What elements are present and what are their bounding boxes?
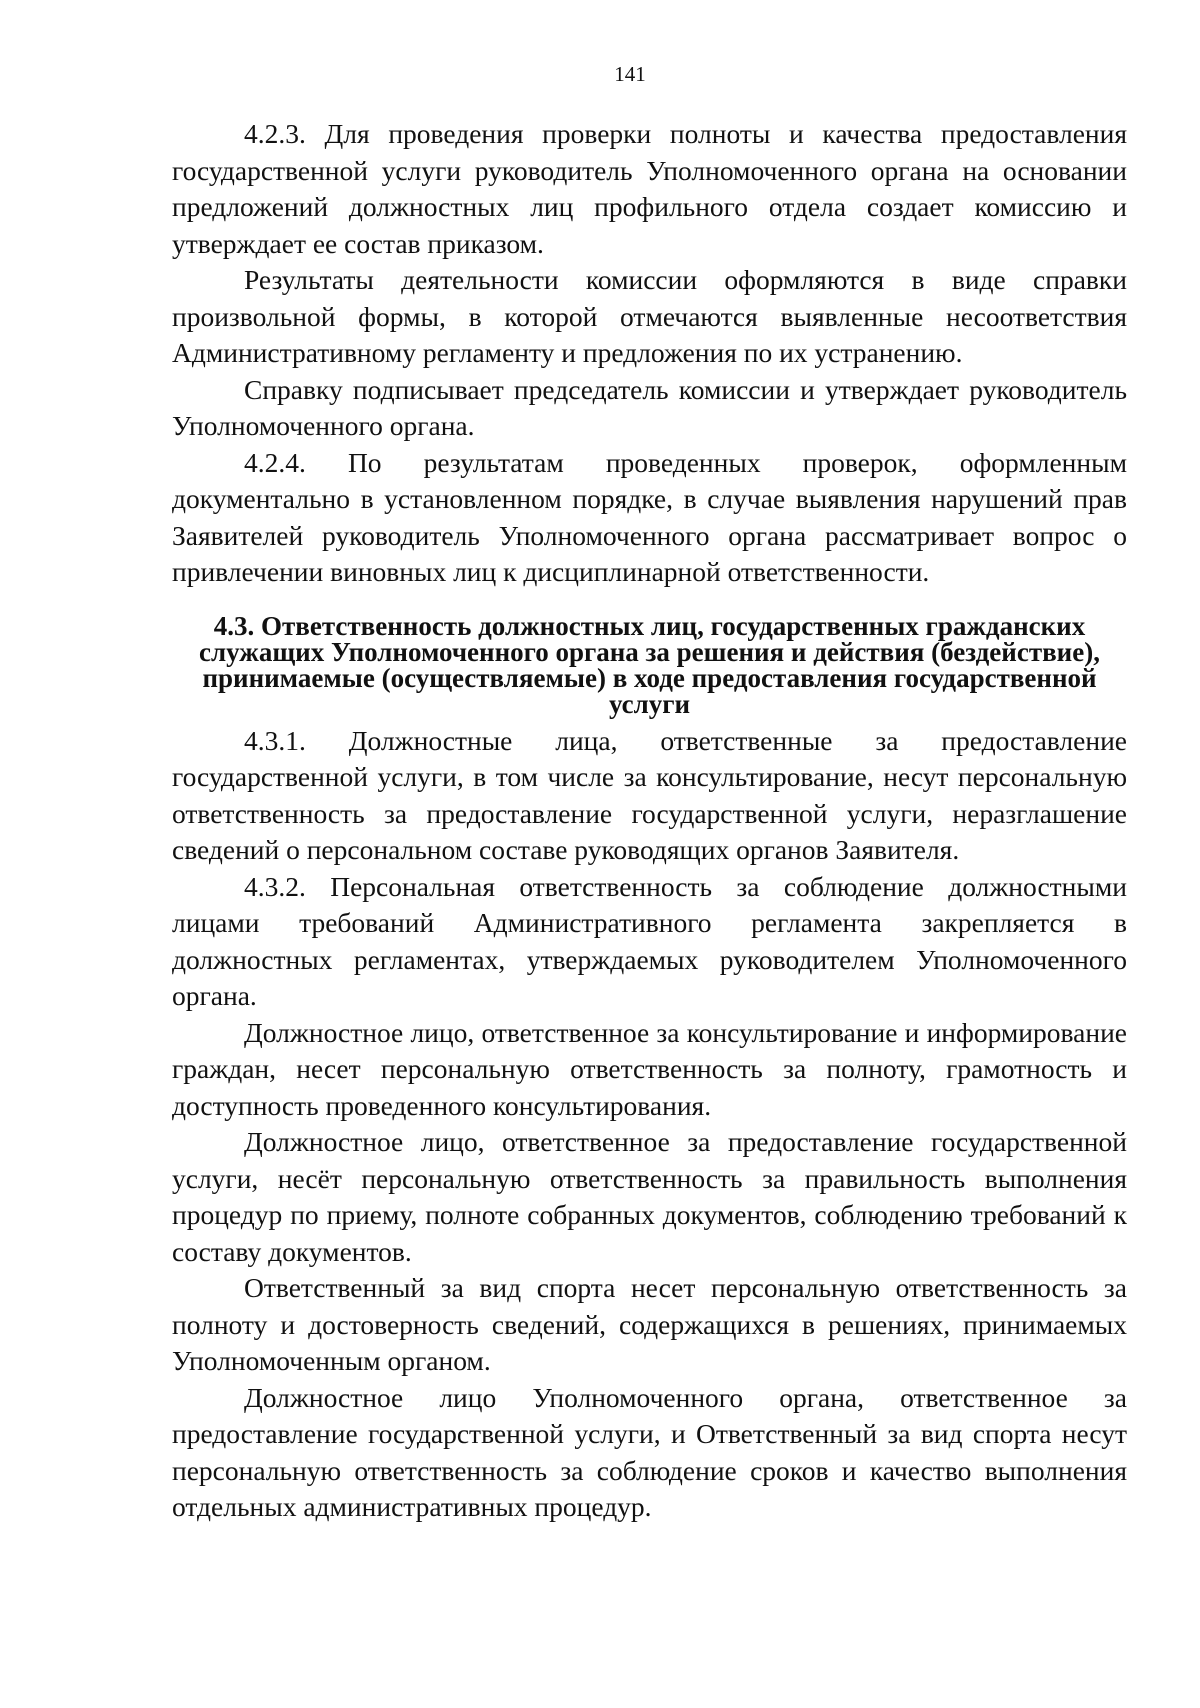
page-number: 141 [614,62,646,86]
paragraph-sport-responsible: Ответственный за вид спорта несет персональную ответственность за полноту и достоверность сведений, содержащихся в решениях, принимаемых Уполномоченным органом. [172,1272,1127,1376]
paragraph-reference-signing: Справку подписывает председатель комиссии и утверждает руководитель Уполномоченного органа. [172,373,1127,441]
paragraph-consulting-official: Должностное лицо, ответственное за консультирование и информирование граждан, несет персональную ответственность за полноту, грамотность и доступность проведенного консультирования. [172,1016,1127,1121]
paragraph-deadlines-quality: Должностное лицо Уполномоченного органа, ответственное за предоставление государственной услуги, и Ответственный за вид спорта несут персональную ответственность за соблюдение сроков и качество выполнения отдельных административных процедур. [172,1381,1127,1522]
paragraph-service-official: Должностное лицо, ответственное за предоставление государственной услуги, несёт персональную ответственность за правильность выполнения процедур по приему, полноте собранных документов, соблюдению требований к составу документов. [172,1126,1127,1267]
paragraph-4-2-3: 4.2.3. Для проведения проверки полноты и качества предоставления государственной услуги руководитель Уполномоченного органа на основании предложений должностных лиц профильного отдела создает комиссию и утверждает ее состав приказом. [172,118,1127,259]
paragraph-commission-results: Результаты деятельности комиссии оформляются в виде справки произвольной формы, в которой отмечаются выявленные несоответствия Административному регламенту и предложения по их устранению. [172,264,1127,368]
document-body [172,116,1127,1526]
section-heading-4-3: 4.3. Ответственность должностных лиц, государственных гражданских служащих Уполномоченного органа за решения и действия (бездействие), принимаемые (осуществляемые) в ходе предоставления государственной услуги [199,610,1100,719]
paragraph-4-2-4: 4.2.4. По результатам проведенных проверок, оформленным документально в установленном порядке, в случае выявления нарушений прав Заявителей руководитель Уполномоченного органа рассматривает вопрос о привлечении виновных лиц к дисциплинарной ответственности. [172,446,1127,587]
paragraph-4-3-2: 4.3.2. Персональная ответственность за соблюдение должностными лицами требований Административного регламента закрепляется в должностных регламентах, утверждаемых руководителем Уполномоченного органа. [172,870,1127,1011]
paragraph-4-3-1: 4.3.1. Должностные лица, ответственные за предоставление государственной услуги, в том числе за консультирование, несут персональную ответственность за предоставление государственной услуги, неразглашение сведений о персональном составе руководящих органов Заявителя. [172,724,1127,865]
